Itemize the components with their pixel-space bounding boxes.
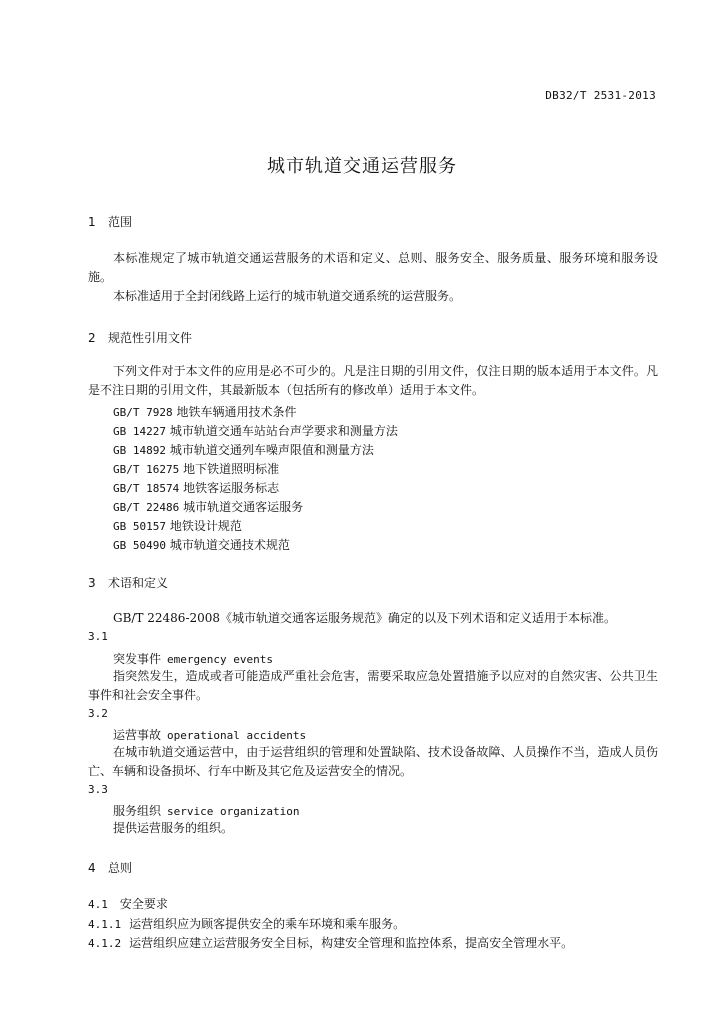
reference-code: GB 14892 <box>113 444 166 457</box>
reference-name: 地铁客运服务标志 <box>183 481 280 495</box>
term-en: service organization <box>167 805 300 818</box>
term-zh: 突发事件 <box>113 652 162 666</box>
section-heading-4 <box>88 859 132 876</box>
term-definition: 提供运营服务的组织。 <box>113 821 234 835</box>
reference-name: 地铁车辆通用技术条件 <box>176 405 297 419</box>
document-code: DB32/T 2531-2013 <box>545 89 656 102</box>
term-en: emergency events <box>167 653 273 666</box>
paragraph: 下列文件对于本文件的应用是必不可少的。凡是注日期的引用文件，仅注日期的版本适用于本文件。凡是不注日期的引用文件，其最新版本（包括所有的修改单）适用于本文件。 <box>88 364 658 397</box>
reference-item <box>113 441 374 458</box>
clause-text: 运营组织应建立运营服务安全目标，构建安全管理和监控体系，提高安全管理水平。 <box>129 936 574 950</box>
page-title: 城市轨道交通运营服务 <box>267 156 457 177</box>
term-en: operational accidents <box>167 729 307 742</box>
reference-name: 地铁设计规范 <box>169 519 242 533</box>
clause-number: 4.1.2 <box>88 937 122 950</box>
clause-number: 3.3 <box>88 783 108 796</box>
reference-name: 城市轨道交通车站站台声学要求和测量方法 <box>169 424 398 438</box>
reference-code: GB/T 22486 <box>113 501 180 514</box>
clause-item <box>88 915 405 932</box>
reference-item <box>113 517 242 534</box>
reference-name: 城市轨道交通技术规范 <box>169 538 290 552</box>
clause-item <box>88 934 573 951</box>
reference-code: GB/T 18574 <box>113 482 180 495</box>
subsection-heading <box>88 895 168 912</box>
section-heading-3 <box>88 574 168 591</box>
section-number: 4 <box>88 861 96 875</box>
term-zh: 运营事故 <box>113 728 162 742</box>
reference-code: GB/T 7928 <box>113 406 173 419</box>
paragraph: 本标准规定了城市轨道交通运营服务的术语和定义、总则、服务安全、服务质量、服务环境和服务设施。 <box>88 251 658 284</box>
term-definition: 指突然发生，造成或者可能造成严重社会危害，需要采取应急处置措施予以应对的自然灾害、公共卫生事件和社会安全事件。 <box>88 669 658 702</box>
term-entry <box>113 802 299 819</box>
reference-code: GB 14227 <box>113 425 166 438</box>
clause-number: 3.1 <box>88 630 108 643</box>
reference-item <box>113 536 290 553</box>
clause-text: 运营组织应为顾客提供安全的乘车环境和乘车服务。 <box>129 917 406 931</box>
reference-item <box>113 403 296 420</box>
section-number: 2 <box>88 331 96 345</box>
section-heading-2 <box>88 329 192 346</box>
clause-number: 3.2 <box>88 707 108 720</box>
section-number: 3 <box>88 576 96 590</box>
paragraph: 本标准适用于全封闭线路上运行的城市轨道交通系统的运营服务。 <box>113 289 462 303</box>
clause-number: 4.1.1 <box>88 918 122 931</box>
reference-code: GB 50157 <box>113 520 166 533</box>
subsection-number: 4.1 <box>88 898 108 911</box>
section-heading-1 <box>88 213 132 230</box>
term-entry <box>113 726 306 743</box>
term-entry <box>113 650 273 667</box>
reference-name: 城市轨道交通客运服务 <box>183 500 304 514</box>
term-zh: 服务组织 <box>113 804 162 818</box>
section-title: 范围 <box>108 215 133 229</box>
reference-name: 地下铁道照明标准 <box>183 462 280 476</box>
section-title: 规范性引用文件 <box>108 331 193 345</box>
reference-item <box>113 479 279 496</box>
section-title: 总则 <box>108 861 133 875</box>
section-title: 术语和定义 <box>108 576 169 590</box>
reference-name: 城市轨道交通列车噪声限值和测量方法 <box>169 443 374 457</box>
section-number: 1 <box>88 215 96 229</box>
reference-code: GB/T 16275 <box>113 463 180 476</box>
paragraph: GB/T 22486-2008《城市轨道交通客运服务规范》确定的以及下列术语和定义适用于本标准。 <box>113 611 617 625</box>
reference-item <box>113 422 398 439</box>
reference-item <box>113 460 279 477</box>
term-definition: 在城市轨道交通运营中，由于运营组织的管理和处置缺陷、技术设备故障、人员操作不当，造成人员伤亡、车辆和设备损坏、行车中断及其它危及运营安全的情况。 <box>88 745 658 778</box>
reference-code: GB 50490 <box>113 539 166 552</box>
subsection-title: 安全要求 <box>119 897 168 911</box>
reference-item <box>113 498 303 515</box>
